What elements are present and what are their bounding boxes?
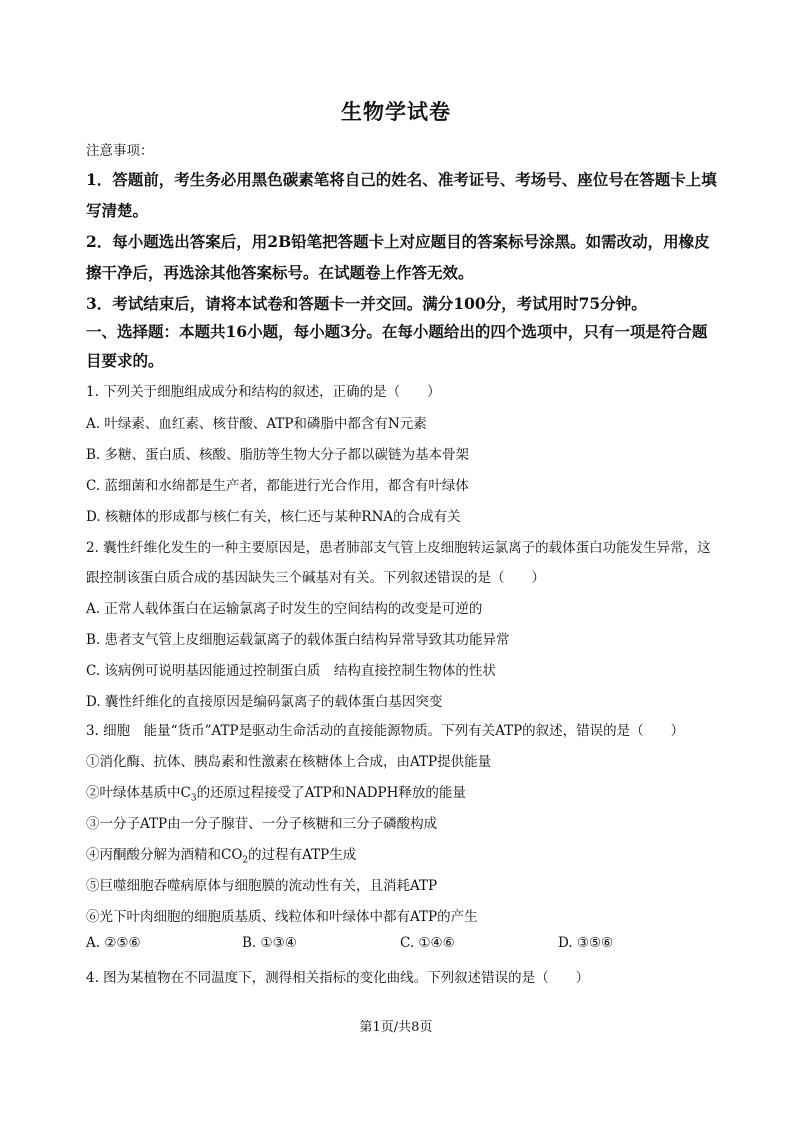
question-3-statement-3: ③一分子ATP由一分子腺苷、一分子核糖和三分子磷酸构成 [86, 816, 438, 832]
question-3-statement-1: ①消化酶、抗体、胰岛素和性激素在核糖体上合成，由ATP提供能量 [86, 754, 492, 770]
question-2-option-a: A. 正常人载体蛋白在运输氯离子时发生的空间结构的改变是可逆的 [86, 601, 483, 617]
question-1-option-a: A. 叶绿素、血红素、核苷酸、ATP和磷脂中都含有N元素 [86, 416, 427, 432]
question-4-stem: 4. 图为某植物在不同温度下，测得相关指标的变化曲线。下列叙述错误的是（ ） [86, 970, 590, 986]
page-footer: 第1页/共8页 [359, 1020, 433, 1035]
question-2-option-c: C. 该病例可说明基因能通过控制蛋白质 结构直接控制生物体的性状 [86, 663, 496, 679]
question-3-option-c: C. ①④⑥ [400, 935, 455, 951]
section-1-heading-a: 一、选择题：本题共16小题，每小题3分。在每小题给出的四个选项中，只有一项是符合题 [86, 322, 708, 341]
question-3-statement-2: ②叶绿体基质中$C_3$的还原过程接受了ATP和NADPH释放的能量 [86, 785, 466, 804]
notice-item-3: 3．考试结束后，请将本试卷和答题卡一并交回。满分100分，考试用时75分钟。 [86, 294, 647, 313]
question-1-option-b: B. 多糖、蛋白质、核酸、脂肪等生物大分子都以碳链为基本骨架 [86, 447, 470, 463]
question-2-stem-b: 跟控制该蛋白质合成的基因缺失三个碱基对有关。下列叙述错误的是（ ） [86, 570, 545, 586]
question-2-option-b: B. 患者支气管上皮细胞运载氯离子的载体蛋白结构异常导致其功能异常 [86, 632, 510, 648]
page-title: 生物学试卷 [341, 99, 451, 124]
notice-item-2a: 2．每小题选出答案后，用2B铅笔把答题卡上对应题目的答案标号涂黑。如需改动，用橡皮 [86, 232, 710, 251]
question-2-stem-a: 2. 囊性纤维化发生的一种主要原因是，患者肺部支气管上皮细胞转运氯离子的载体蛋白功能发生异常，这 [86, 540, 711, 556]
question-1-option-d: D. 核糖体的形成都与核仁有关，核仁还与某种RNA的合成有关 [86, 509, 461, 525]
question-3-stem: 3. 细胞 能量“货币”ATP是驱动生命活动的直接能源物质。下列有关ATP的叙述，错误的是（ ） [86, 723, 685, 739]
notice-heading: 注意事项： [86, 143, 154, 159]
question-3-statement-4: ④丙酮酸分解为酒精和$CO_2$的过程有ATP生成 [86, 847, 357, 866]
question-3-statement-5: ⑤巨噬细胞吞噬病原体与细胞膜的流动性有关，且消耗ATP [86, 878, 438, 894]
question-3-option-a: A. ②⑤⑥ [86, 935, 141, 951]
question-2-option-d: D. 囊性纤维化的直接原因是编码氯离子的载体蛋白基因突变 [86, 694, 443, 710]
notice-item-1b: 写清楚。 [86, 201, 149, 220]
question-1-option-c: C. 蓝细菌和水绵都是生产者，都能进行光合作用，都含有叶绿体 [86, 478, 469, 494]
notice-item-1a: 1．答题前，考生务必用黑色碳素笔将自己的姓名、准考证号、考场号、座位号在答题卡上填 [86, 170, 717, 189]
notice-item-2b: 擦干净后，再选涂其他答案标号。在试题卷上作答无效。 [86, 263, 474, 282]
question-1-stem: 1. 下列关于细胞组成成分和结构的叙述，正确的是（ ） [86, 384, 441, 400]
question-3-option-b: B. ①③④ [242, 935, 297, 951]
question-3-statement-6: ⑥光下叶肉细胞的细胞质基质、线粒体和叶绿体中都有ATP的产生 [86, 909, 478, 925]
question-3-option-d: D. ③⑤⑥ [558, 935, 614, 951]
section-1-heading-b: 目要求的。 [86, 351, 164, 370]
